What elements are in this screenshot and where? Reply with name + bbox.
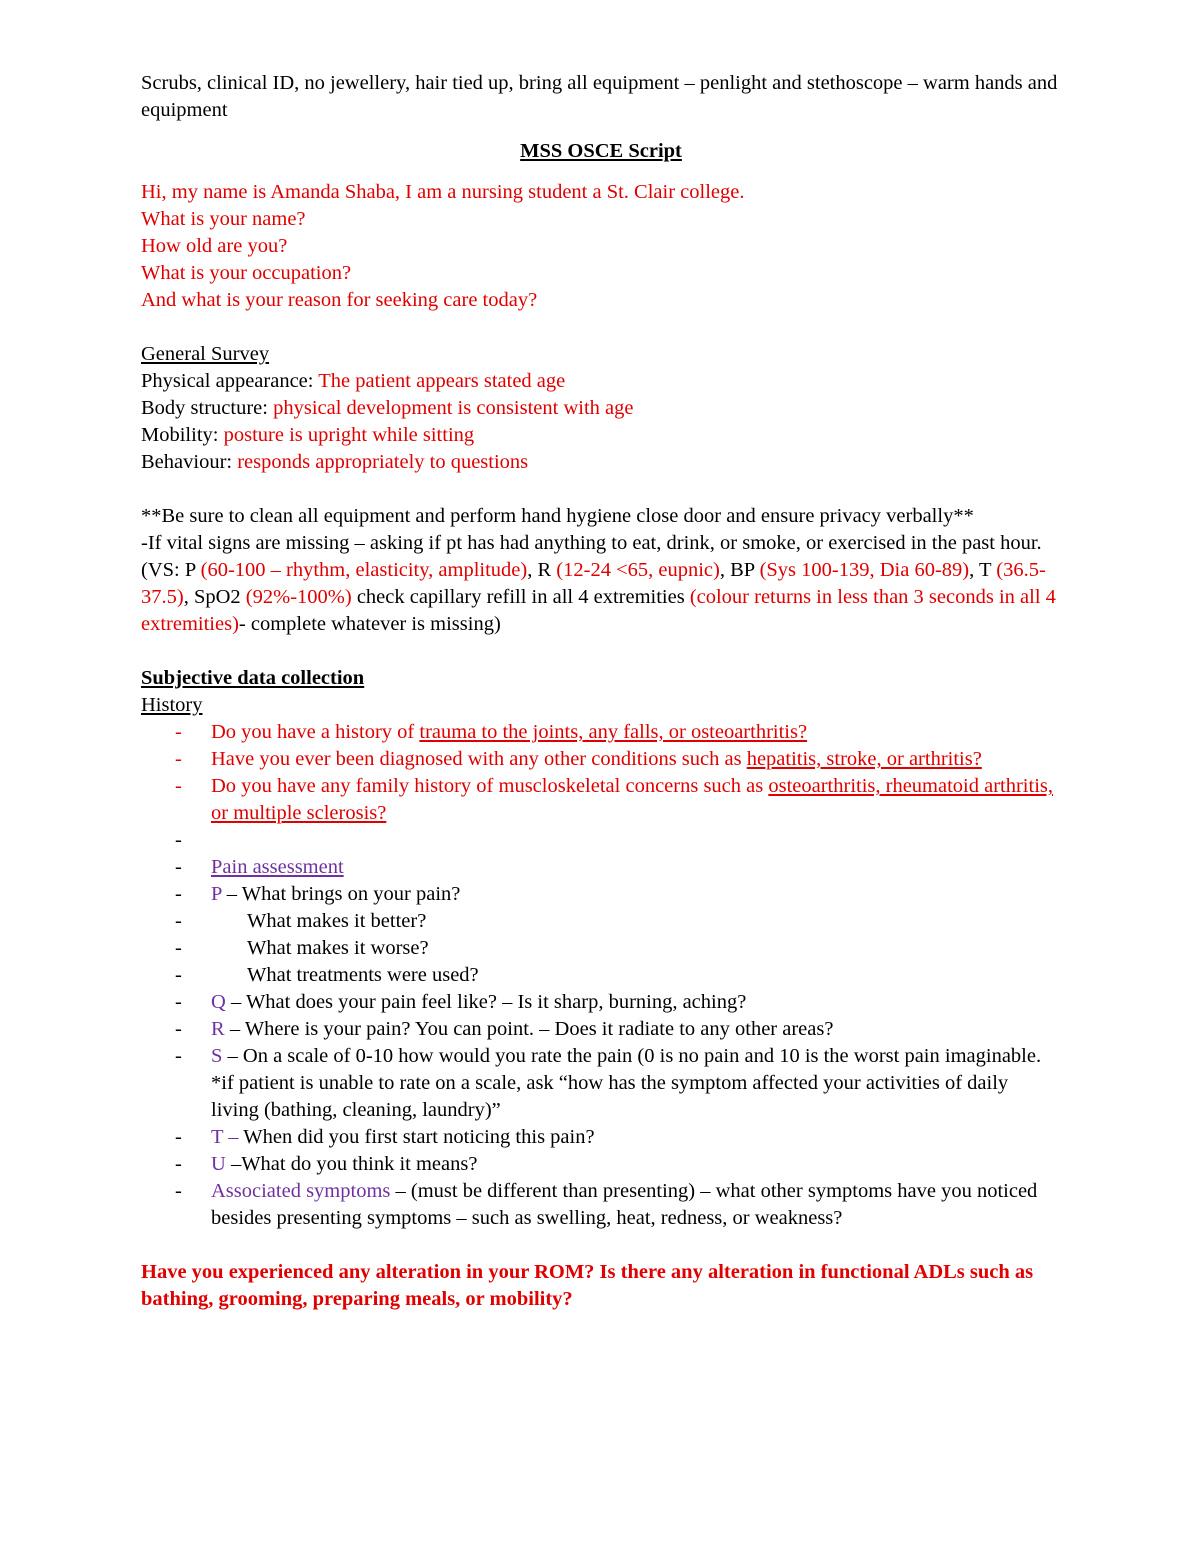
history-heading: History <box>141 694 203 716</box>
vital-signs-note: -If vital signs are missing – asking if pt has had anything to eat, drink, or smoke, or exercised in the past hour. (VS: P (60-100 – rhythm, elasticity, amplitude), R (12-24 <65, eupnic), BP (Sys 100-139, Dia 60-89), T (36.5-37.5), SpO2 (92%-100%) check capillary refill in all 4 extremities (colour returns in less than 3 seconds in all 4 extremities)- complete whatever is missing) <box>141 532 1056 635</box>
list-item: - U –What do you think it means? <box>175 1153 478 1175</box>
list-item: - What makes it better? <box>175 910 427 932</box>
intro-text: Scrubs, clinical ID, no jewellery, hair tied up, bring all equipment – penlight and stethoscope – warm hands and equipment <box>141 72 1058 121</box>
survey-item: Physical appearance: The patient appears stated age <box>141 370 566 392</box>
document-title: MSS OSCE Script <box>520 140 682 162</box>
list-item: - P – What brings on your pain? <box>175 883 461 905</box>
greeting-line: What is your name? <box>141 208 306 230</box>
list-item: - T – When did you first start noticing this pain? <box>175 1126 595 1148</box>
list-item: - Do you have any family history of muscloskeletal concerns such as osteoarthritis, rheumatoid arthritis, or multiple sclerosis? <box>175 775 1054 824</box>
survey-item: Body structure: physical development is consistent with age <box>141 397 634 419</box>
history-list <box>141 719 1061 1232</box>
list-item: - Have you ever been diagnosed with any other conditions such as hepatitis, stroke, or arthritis? <box>175 748 982 770</box>
greeting-line: And what is your reason for seeking care today? <box>141 289 538 311</box>
greeting-line: What is your occupation? <box>141 262 352 284</box>
list-item: - S – On a scale of 0-10 how would you rate the pain (0 is no pain and 10 is the worst pain imaginable. *if patient is unable to rate on a scale, ask “how has the symptom affected your activities of daily living (bathing, cleaning, laundry)” <box>175 1045 1042 1121</box>
subjective-heading: Subjective data collection <box>141 667 365 689</box>
greeting-block <box>141 179 1061 314</box>
list-item: - What makes it worse? <box>175 937 429 959</box>
final-question: Have you experienced any alteration in your ROM? Is there any alteration in functional ADLs such as bathing, grooming, preparing meals, or mobility? <box>141 1261 1034 1310</box>
list-item: - Q – What does your pain feel like? – Is it sharp, burning, aching? <box>175 991 747 1013</box>
survey-item: Behaviour: responds appropriately to questions <box>141 451 529 473</box>
survey-item: Mobility: posture is upright while sitting <box>141 424 475 446</box>
list-item: - Do you have a history of trauma to the joints, any falls, or osteoarthritis? <box>175 721 808 743</box>
list-item: - Pain assessment <box>175 856 344 878</box>
list-item: - R – Where is your pain? You can point. – Does it radiate to any other areas? <box>175 1018 834 1040</box>
list-item: - Associated symptoms – (must be different than presenting) – what other symptoms have you noticed besides presenting symptoms – such as swelling, heat, redness, or weakness? <box>175 1180 1038 1229</box>
list-item-empty: - <box>175 829 182 851</box>
list-item: - What treatments were used? <box>175 964 479 986</box>
greeting-line: Hi, my name is Amanda Shaba, I am a nursing student a St. Clair college. <box>141 181 745 203</box>
general-survey-heading: General Survey <box>141 343 270 365</box>
document-page <box>141 70 1061 1313</box>
greeting-line: How old are you? <box>141 235 288 257</box>
hygiene-reminder: **Be sure to clean all equipment and perform hand hygiene close door and ensure privacy verbally** <box>141 505 974 527</box>
